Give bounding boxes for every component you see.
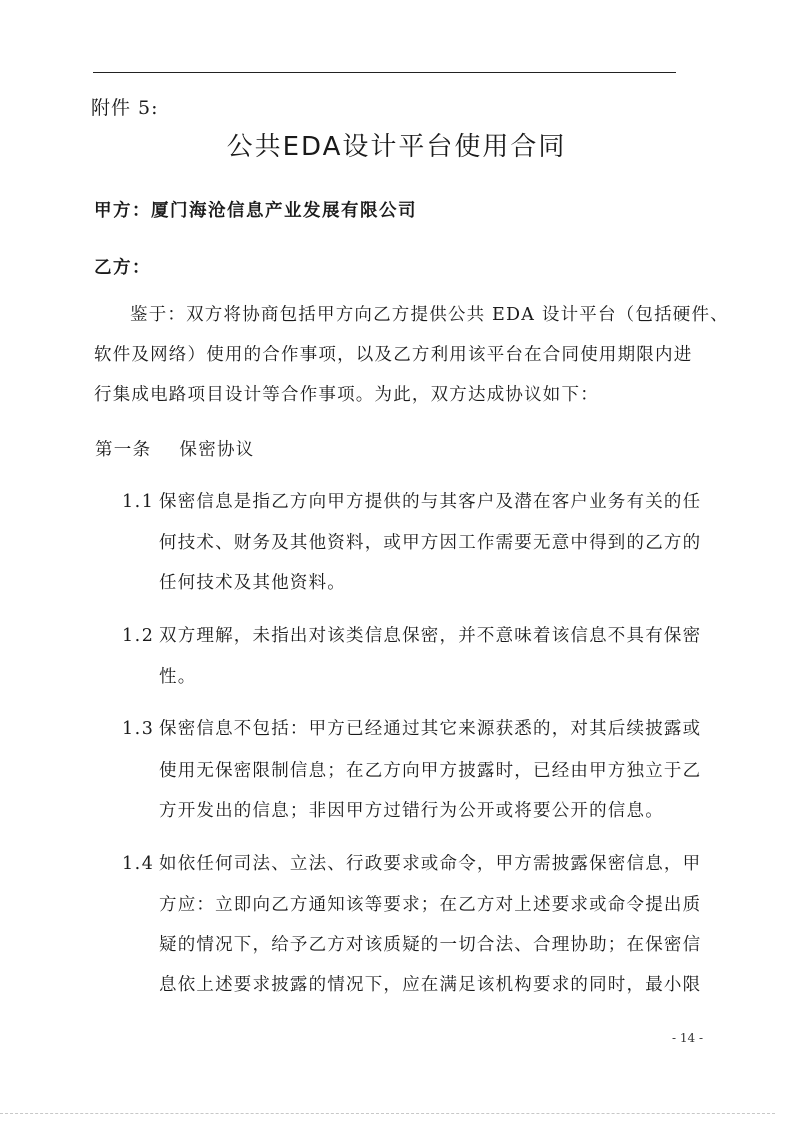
- article-number: 第一条: [95, 440, 152, 460]
- clause-line: 保密信息是指乙方向甲方提供的与其客户及潜在客户业务有关的任: [159, 492, 702, 512]
- party-b: 乙方：: [94, 258, 151, 278]
- document-title: 公共EDA设计平台使用合同: [226, 132, 567, 162]
- clause-line: 性。: [159, 667, 197, 687]
- clause-line: 方应：立即向乙方通知该等要求；在乙方对上述要求或命令提出质: [159, 895, 702, 915]
- clause-line: 保密信息不包括：甲方已经通过其它来源获悉的，对其后续披露或: [159, 719, 702, 739]
- article-heading: [95, 438, 255, 462]
- preamble-line: 鉴于：双方将协商包括甲方向乙方提供公共 EDA 设计平台（包括硬件、: [130, 305, 729, 325]
- preamble-line: 行集成电路项目设计等合作事项。为此，双方达成协议如下：: [94, 385, 599, 405]
- article-title: 保密协议: [179, 440, 255, 460]
- clause-line: 方开发出的信息；非因甲方过错行为公开或将要公开的信息。: [159, 801, 664, 821]
- clause-line: 任何技术及其他资料。: [159, 573, 346, 593]
- party-a: 甲方：厦门海沧信息产业发展有限公司: [94, 201, 417, 221]
- clause-line: 息依上述要求披露的情况下，应在满足该机构要求的同时，最小限: [159, 975, 702, 995]
- clause-number: 1.4: [122, 854, 155, 874]
- clause-line: 如依任何司法、立法、行政要求或命令，甲方需披露保密信息，甲: [159, 854, 702, 874]
- clause-line: 双方理解，未指出对该类信息保密，并不意味着该信息不具有保密: [159, 626, 702, 646]
- scan-edge: [0, 1113, 775, 1114]
- clause-number: 1.3: [122, 719, 155, 739]
- clause-line: 何技术、财务及其他资料，或甲方因工作需要无意中得到的乙方的: [159, 533, 702, 553]
- clause-line: 使用无保密限制信息；在乙方向甲方披露时，已经由甲方独立于乙: [159, 761, 702, 781]
- preamble-line: 软件及网络）使用的合作事项，以及乙方利用该平台在合同使用期限内进: [94, 345, 693, 365]
- clause-line: 疑的情况下，给予乙方对该质疑的一切合法、合理协助；在保密信: [159, 935, 702, 955]
- header-rule: [93, 72, 676, 73]
- page-number: - 14 -: [672, 1031, 704, 1045]
- clause-number: 1.2: [122, 626, 155, 646]
- attachment-label: 附件 5:: [91, 97, 159, 119]
- clause-number: 1.1: [122, 492, 155, 512]
